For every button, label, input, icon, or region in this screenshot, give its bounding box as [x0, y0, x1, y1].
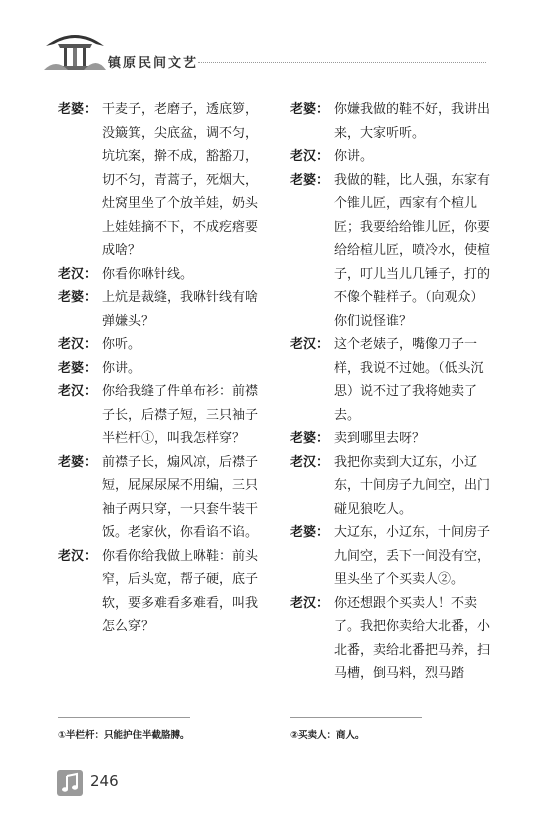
dialogue-text: 你讲。 — [334, 149, 374, 164]
pavilion-icon — [44, 26, 106, 72]
dialogue-entry — [58, 98, 263, 263]
dialogue-entry — [58, 357, 263, 381]
dialogue-text: 我做的鞋，比人强，东家有个锥儿匠，西家有个楦儿匠；我要给给锥儿匠，你要给给楦儿匠，喷冷水，使楦子，叮儿当儿几锤子，打的不像个鞋样子。（向观众）你们说怪谁？ — [334, 172, 491, 329]
dialogue-text: 这个老婊子，嘴像刀子一样，我说不过她。（低头沉思）说不过了我将她卖了去。 — [334, 337, 484, 423]
dialogue-entry — [290, 333, 495, 427]
left-column — [58, 98, 263, 639]
dialogue-text: 前襟子长，煽风凉，后襟子短，屁屎尿屎不用编，三只袖子两只穿，一只套牛装干饭。老家伙，你看谄不谄。 — [102, 454, 259, 540]
header-rule — [198, 62, 486, 63]
dialogue-text: 你还想跟个买卖人！不卖了。我把你卖给大北番，小北番，卖给北番把马养，扫马槽，倒马料，烈马踏 — [334, 595, 491, 681]
dialogue-text: 你听。 — [102, 337, 142, 352]
dialogue-text: 你看你给我做上咻鞋：前头窄，后头宽，帮子硬，底子软，要多难看多难看，叫我怎么穿？ — [102, 548, 259, 634]
speaker-label: 老汉： — [58, 337, 98, 352]
dialogue-entry — [290, 451, 495, 522]
dialogue-entry — [290, 427, 495, 451]
speaker-label: 老婆： — [290, 172, 330, 188]
dialogue-entry — [290, 169, 495, 334]
footnote-rule — [290, 717, 422, 718]
page-number: 246 — [90, 772, 119, 790]
dialogue-entry — [58, 545, 263, 639]
speaker-label: 老汉： — [290, 149, 330, 164]
speaker-label: 老汉： — [290, 595, 330, 611]
dialogue-text: 你嫌我做的鞋不好，我讲出来，大家听听。 — [334, 102, 491, 141]
footnote-rule — [58, 717, 190, 718]
footnote-left: ①半栏杆：只能护住半截胳膊。 — [58, 730, 190, 741]
dialogue-entry — [58, 263, 263, 287]
speaker-label: 老婆： — [290, 102, 330, 117]
header-title: 镇原民间文艺 — [108, 56, 199, 71]
music-note-icon — [57, 770, 83, 796]
speaker-label: 老汉： — [290, 337, 330, 352]
speaker-label: 老汉： — [58, 266, 98, 282]
dialogue-entry — [290, 98, 495, 145]
speaker-label: 老汉： — [290, 454, 330, 470]
dialogue-text: 你讲。 — [102, 360, 142, 376]
dialogue-entry — [290, 145, 495, 169]
dialogue-text: 上炕是裁缝，我咻针线有啥弹嫌头？ — [102, 290, 259, 329]
dialogue-entry — [58, 286, 263, 333]
dialogue-entry — [290, 521, 495, 592]
dialogue-entry — [290, 592, 495, 686]
speaker-label: 老婆： — [290, 525, 330, 540]
dialogue-text: 我把你卖到大辽东，小辽东，十间房子九间空，出门碰见狼吃人。 — [334, 454, 491, 517]
speaker-label: 老汉： — [58, 384, 98, 399]
dialogue-text: 你看你咻针线。 — [102, 266, 194, 282]
dialogue-text: 干麦子，老磨子，透底箩，没簸箕，尖底盆，调不匀，坑坑案，擀不成，豁豁刀，切不匀，青蒿子，死烟大，灶窝里坐了个放羊娃，奶头上娃娃摘不下，不成疙瘩要成啥？ — [102, 102, 259, 258]
dialogue-text: 你给我缝了件单布衫：前襟子长，后襟子短，三只袖子半栏杆①，叫我怎样穿？ — [102, 384, 259, 446]
speaker-label: 老婆： — [58, 360, 98, 376]
page-header — [0, 0, 551, 80]
speaker-label: 老婆： — [58, 102, 98, 117]
speaker-label: 老婆： — [58, 290, 98, 305]
speaker-label: 老婆： — [58, 454, 98, 470]
dialogue-entry — [58, 333, 263, 357]
right-column — [290, 98, 495, 686]
dialogue-text: 大辽东，小辽东，十间房子九间空，丢下一间没有空，里头坐了个买卖人②。 — [334, 525, 491, 587]
speaker-label: 老汉： — [58, 548, 98, 564]
footnote-right: ②买卖人：商人。 — [290, 730, 365, 741]
dialogue-entry — [58, 451, 263, 545]
dialogue-text: 卖到哪里去呀？ — [334, 431, 426, 446]
speaker-label: 老婆： — [290, 431, 330, 446]
dialogue-entry — [58, 380, 263, 451]
